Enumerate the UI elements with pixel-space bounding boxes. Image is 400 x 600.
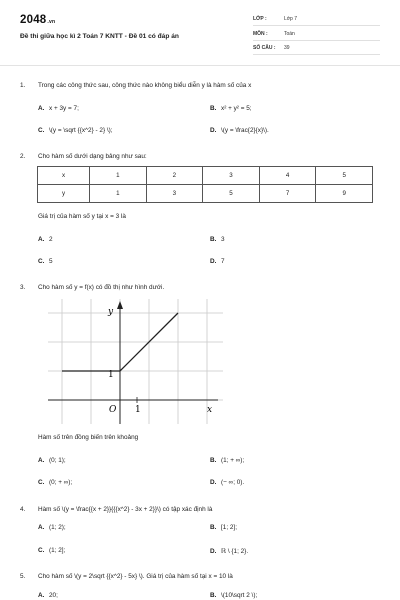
option-label: C.	[38, 547, 45, 554]
table-cell: 2	[146, 167, 203, 185]
meta-key: MÔN :	[253, 31, 268, 37]
meta-subject	[253, 29, 380, 41]
y-axis-arrow	[117, 301, 123, 309]
option-text: ℝ \ {1; 2}.	[221, 548, 249, 555]
value-table	[37, 166, 373, 203]
logo-text: 2048	[20, 14, 47, 26]
option-d[interactable]	[210, 258, 225, 265]
table-cell: x	[38, 167, 90, 185]
table-cell: 4	[259, 167, 316, 185]
meta-value: Lớp 7	[284, 16, 298, 22]
option-label: C.	[38, 479, 45, 486]
option-text: (0; + ∞);	[49, 479, 73, 486]
question-number: 1.	[20, 82, 26, 89]
option-text: 7	[221, 258, 225, 265]
table-cell: 3	[146, 185, 203, 203]
question-number: 4.	[20, 506, 26, 513]
option-text: 20;	[49, 592, 58, 599]
x-axis-label: x	[207, 405, 213, 415]
option-b[interactable]	[210, 105, 252, 112]
exam-title: Đề thi giữa học kì 2 Toán 7 KNTT - Đề 01 có đáp án	[20, 33, 179, 40]
meta-value: 39	[284, 45, 290, 51]
option-text: [1; 2];	[221, 524, 237, 531]
option-text: 2	[49, 236, 53, 243]
option-b[interactable]	[210, 524, 237, 531]
table-cell: 7	[259, 185, 316, 203]
table-row	[38, 185, 373, 203]
option-text: 5	[49, 258, 53, 265]
option-d[interactable]	[210, 547, 248, 555]
question-text: Cho hàm số y = f(x) có đồ thị như hình dưới.	[38, 284, 165, 291]
option-label: C.	[38, 258, 45, 265]
meta-class	[253, 14, 380, 26]
option-text: (1; 2];	[49, 547, 66, 554]
origin-label: O	[109, 405, 117, 415]
meta-key: LỚP :	[253, 16, 267, 22]
option-text: (− ∞; 0).	[221, 479, 245, 486]
site-logo[interactable]	[20, 14, 55, 26]
table-cell: 5	[203, 185, 260, 203]
option-label: B.	[210, 105, 217, 112]
option-text: \(10\sqrt 2 \);	[221, 592, 258, 599]
table-cell: 5	[316, 167, 373, 185]
table-cell: 3	[203, 167, 260, 185]
option-a[interactable]	[38, 236, 53, 243]
option-label: D.	[210, 258, 217, 265]
option-label: B.	[210, 524, 217, 531]
option-label: C.	[38, 127, 45, 134]
option-text: (1; 2);	[49, 524, 66, 531]
question-number: 2.	[20, 153, 26, 160]
option-a[interactable]	[38, 105, 79, 112]
table-cell: y	[38, 185, 90, 203]
option-a[interactable]	[38, 592, 58, 599]
table-cell: 9	[316, 185, 373, 203]
graph-svg	[48, 299, 223, 424]
option-text: (0; 1);	[49, 457, 66, 464]
y-axis-label: y	[108, 307, 114, 317]
meta-count	[253, 43, 380, 55]
question-subtext: Hàm số trên đồng biến trên khoảng	[38, 434, 139, 441]
option-a[interactable]	[38, 457, 66, 464]
option-d[interactable]	[210, 479, 244, 486]
option-label: A.	[38, 592, 45, 599]
table-row	[38, 167, 373, 185]
option-text: 3	[221, 236, 225, 243]
option-label: A.	[38, 105, 45, 112]
option-text: \(y = \frac{2}{x}\).	[221, 127, 269, 134]
option-c[interactable]	[38, 127, 113, 134]
meta-value: Toán	[284, 31, 295, 37]
option-b[interactable]	[210, 592, 257, 599]
option-b[interactable]	[210, 457, 244, 464]
option-b[interactable]	[210, 236, 225, 243]
option-c[interactable]	[38, 258, 53, 265]
option-label: A.	[38, 236, 45, 243]
option-c[interactable]	[38, 479, 72, 486]
table-cell: 1	[90, 185, 147, 203]
question-subtext: Giá trị của hàm số y tại x = 3 là	[38, 213, 126, 220]
option-text: \(y = \sqrt {{x^2} - 2} \);	[49, 127, 113, 134]
option-label: A.	[38, 457, 45, 464]
question-text: Cho hàm số dưới dạng bảng như sau:	[38, 153, 147, 160]
option-text: x² + y² = 5;	[221, 105, 252, 112]
option-label: D.	[210, 479, 217, 486]
option-text: (1; + ∞);	[221, 457, 245, 464]
question-text: Hàm số \(y = \frac{{x + 2}}{{{x^2} - 3x + 2}}\) có tập xác định là	[38, 506, 213, 513]
x-tick-label: 1	[135, 405, 141, 415]
question-text: Cho hàm số \(y = 2\sqrt {{x^2} - 5x} \). Giá trị của hàm số tại x = 10 là	[38, 573, 233, 580]
table-cell: 1	[90, 167, 147, 185]
option-d[interactable]	[210, 127, 269, 134]
option-label: B.	[210, 236, 217, 243]
option-text: x + 3y = 7;	[49, 105, 79, 112]
function-graph	[48, 299, 223, 424]
page-header	[0, 0, 400, 66]
question-number: 5.	[20, 573, 26, 580]
option-label: A.	[38, 524, 45, 531]
option-c[interactable]	[38, 547, 65, 554]
option-label: B.	[210, 592, 217, 599]
option-label: B.	[210, 457, 217, 464]
cutoff-row	[0, 592, 400, 600]
y-tick-label: 1	[108, 370, 114, 380]
option-label: D.	[210, 548, 217, 555]
option-label: D.	[210, 127, 217, 134]
logo-suffix: .vn	[47, 19, 56, 25]
option-a[interactable]	[38, 524, 66, 531]
meta-key: SỐ CÂU :	[253, 45, 276, 51]
question-number: 3.	[20, 284, 26, 291]
question-text: Trong các công thức sau, công thức nào không biểu diễn y là hàm số của x	[38, 82, 252, 89]
